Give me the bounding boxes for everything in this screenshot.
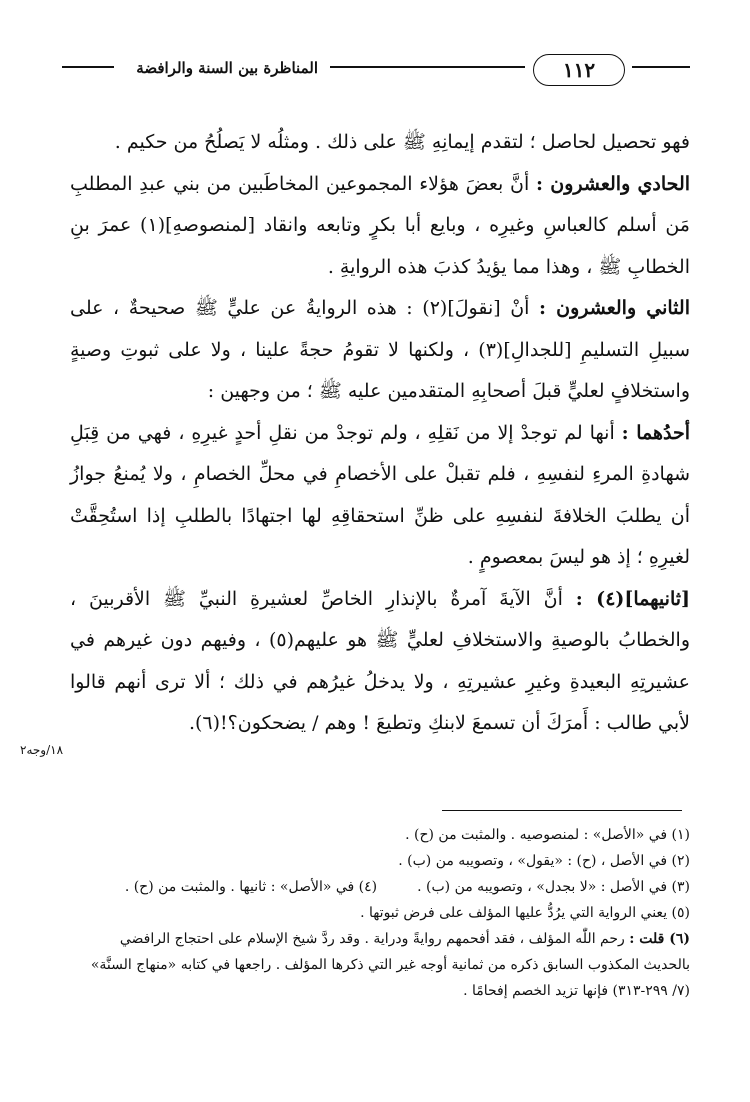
paragraph-4-heading: أحدُهما :	[621, 421, 690, 444]
running-title: المناظرة بين السنة والرافضة	[136, 59, 318, 77]
header-rule-left	[62, 66, 114, 68]
paragraph-5	[70, 579, 690, 745]
paragraph-5-text: أنَّ الآيةَ آمرةٌ بالإنذارِ الخاصِّ لعشيرةِ النبيِّ ﷺ الأقربينَ ، والخطابُ بالوصيةِ والاستخلافِ لعليٍّ ﷺ هو عليهم(٥) ، وفيهم دون غيرهم في عشيرتِهِ البعيدةِ وغيرِ عشيرتِهِ ، ولا يدخلُ غيرُهم في ذلك ؛ ألا ترى أنهم قالوا لأبي طالب : أَمرَكَ أن تسمعَ لابنكِ وتطيعَ ! وهم / يضحكون؟!(٦).	[70, 587, 691, 734]
paragraph-4	[70, 413, 690, 579]
footnote-3: (٣) في الأصل : «لا بجدل» ، وتصويبه من (ب) .	[417, 879, 690, 895]
header-rule-right	[632, 66, 690, 68]
paragraph-3	[70, 288, 690, 413]
paragraph-3-text: أنْ [نقولَ](٢) : هذه الروايةُ عن عليٍّ ﷺ صحيحةٌ ، على سبيلِ التسليمِ [للجدالِ](٣) ، ولكنها لا تقومُ حجةً علينا ، ولا على ثبوتِ وصيةٍ واستخلافٍ لعليٍّ قبلَ أصحابِهِ المتقدمين عليه ﷺ ؛ من وجهين :	[70, 297, 691, 402]
footnote-1: (١) في «الأصل» : لمنصوصيه . والمثبت من (ح) .	[405, 827, 690, 843]
manuscript-folio-note: ١٨/وجه٢	[20, 743, 64, 757]
footnote-6-lead: (٦) قلت :	[629, 931, 690, 947]
paragraph-2-heading: الحادي والعشرون :	[535, 172, 691, 195]
footnote-4: (٤) في «الأصل» : ثانيها . والمثبت من (ح) .	[124, 879, 378, 895]
footnote-5: (٥) يعني الرواية التي يرُدُّ عليها المؤلف على فرض ثبوتها .	[360, 905, 690, 921]
footnote-row-3-4	[70, 874, 690, 900]
paragraph-5-heading: [ثانيهما](٤) :	[575, 587, 691, 610]
footnote-6-text: رحم اللّٰه المؤلف ، فقد أفحمهم روايةً ودراية . وقد ردَّ شيخ الإسلام على احتجاج الرافضي بالحديث المكذوب السابق ذكره من ثمانية أوجه غير التي ذكرها المؤلف . راجعها في كتابه «منهاج السنَّة» (٧/ ٢٩٩-٣١٣) فإنها تزيد الخصم إفحامًا .	[90, 931, 690, 999]
paragraph-3-heading: الثاني والعشرون :	[539, 297, 690, 319]
running-header	[62, 52, 690, 92]
footnotes	[70, 822, 690, 1004]
paragraph-2-text: أنَّ بعضَ هؤلاء المجموعين المخاطَبين من بني عبدِ المطلبِ مَن أسلم كالعباسِ وغيرِه ، وبايع أبا بكرٍ وتابعه وانقاد [لمنصوصهِ](١) عمرَ بنِ الخطابِ ﷺ ، وهذا مما يؤيدُ كذبَ هذه الروايةِ .	[70, 172, 690, 278]
page-number: ١١٢	[533, 54, 625, 86]
main-text	[70, 122, 690, 745]
footnote-6	[70, 926, 690, 1004]
paragraph-2	[70, 164, 690, 289]
header-rule-middle	[330, 66, 525, 68]
paragraph-1: فهو تحصيل لحاصل ؛ لتقدم إيمانِهِ ﷺ على ذلك . ومثلُه لا يَصلُحُ من حكيم .	[114, 131, 690, 153]
footnote-divider	[442, 810, 682, 811]
footnote-2: (٢) في الأصل ، (ح) : «يقول» ، وتصويبه من (ب) .	[398, 853, 690, 869]
paragraph-4-text: أنها لم توجدْ إلا من نَقلِهِ ، ولم توجدْ من نقلِ أحدٍ غيرِهِ ، فهي من قِبَلِ شهادةِ المرءِ لنفسِهِ ، فلم تقبلْ على الأخصامِ في محلِّ الخصامِ ، ولا يُمنعُ جوازُ أن يطلبَ الخلافةَ لنفسِهِ على ظنِّ استحقاقِهِ لها اجتهادًا بالطلبِ إذا استُحِقَّتْ لغيرِهِ ؛ إذ هو ليسَ بمعصومٍ .	[70, 421, 690, 568]
